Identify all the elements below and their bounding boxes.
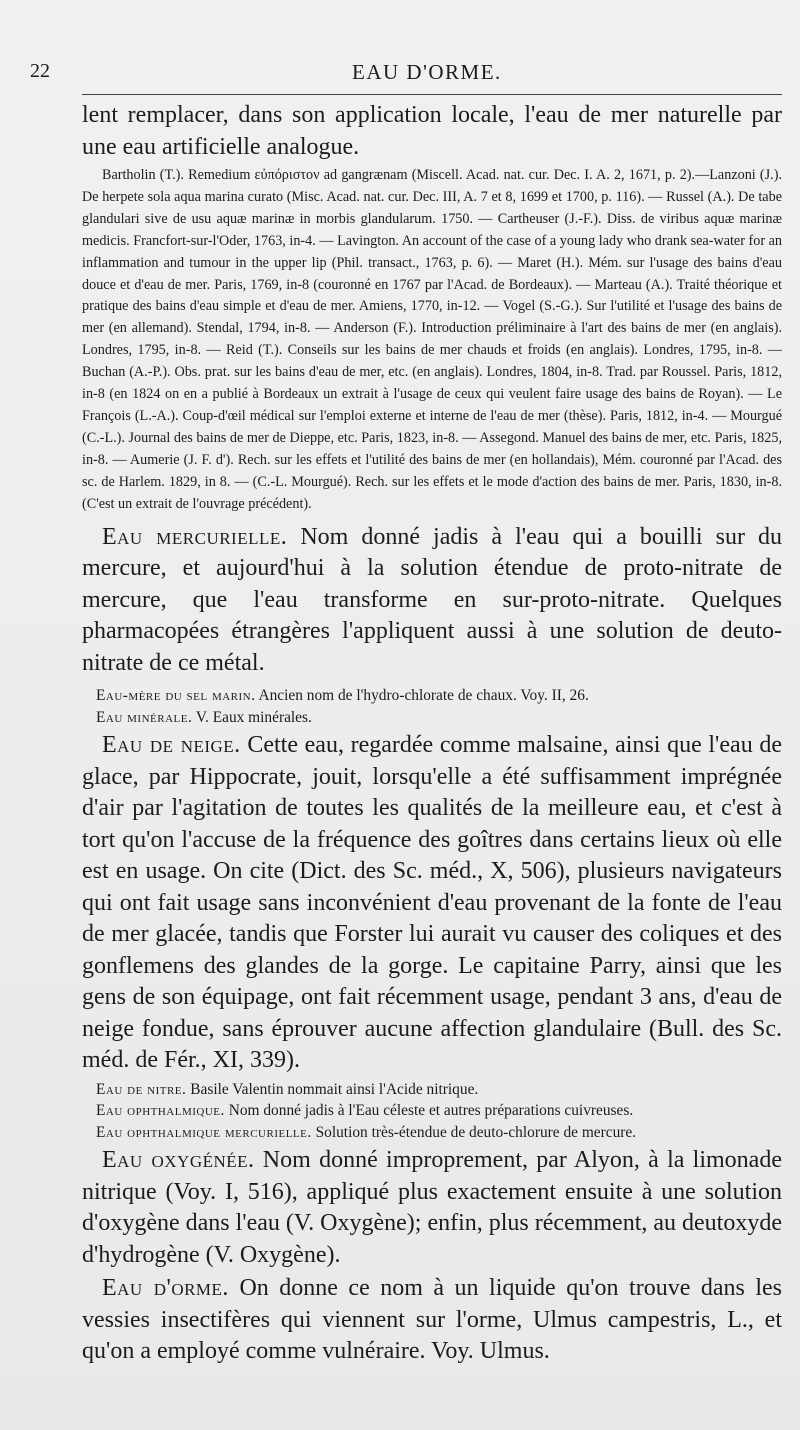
entry-text: V. Eaux minérales.: [192, 708, 312, 726]
entry-headword: Eau mercurielle.: [102, 523, 288, 550]
page-number: 22: [30, 60, 50, 82]
entry-text: Nom donné jadis à l'eau qui a bouilli sur du mercure, et aujourd'hui à la solution étendue de proto-nitrate de mercure, que l'eau transforme en sur-proto-nitrate. Quelques pharmacopées étrangères l'appliquent aussi à une solution de deuto-nitrate de ce métal.: [82, 523, 782, 676]
entry-headword: Eau de neige.: [102, 732, 241, 758]
entry-headword: Eau d'orme.: [102, 1275, 229, 1301]
entry-eau-mercurielle: [82, 522, 782, 680]
bibliography-paragraph: [82, 165, 782, 516]
entry-text: Nom donné jadis à l'Eau céleste et autres préparations cuivreuses.: [224, 1102, 634, 1119]
entry-eau-ophthalmique: [82, 1100, 782, 1122]
intro-text: lent remplacer, dans son application locale, l'eau de mer naturelle par une eau artificielle analogue.: [82, 102, 782, 160]
entry-eau-oxygenee: [82, 1145, 782, 1271]
entry-headword: Eau ophthalmique mercurielle.: [96, 1123, 312, 1141]
entry-eau-minerale: [82, 707, 782, 729]
entry-eau-d-orme: [82, 1273, 782, 1368]
entry-text: Ancien nom de l'hydro-chlorate de chaux. Voy. II, 26.: [255, 687, 589, 704]
entry-text: On donne ce nom à un liquide qu'on trouve dans les vessies insectifères qui viennent sur l'orme, Ulmus campestris, L., et qu'on a employé comme vulnéraire. Voy. Ulmus.: [82, 1275, 782, 1364]
entry-headword: Eau oxygénée.: [102, 1147, 255, 1173]
page-header: [30, 56, 782, 96]
entry-text: Basile Valentin nommait ainsi l'Acide nitrique.: [186, 1080, 479, 1098]
entry-eau-de-neige: [82, 730, 782, 1077]
intro-paragraph: [82, 100, 782, 163]
entry-headword: Eau minérale.: [96, 708, 193, 726]
entry-text: Cette eau, regardée comme malsaine, ainsi que l'eau de glace, par Hippocrate, jouit, lorsqu'elle a été suffisamment imprégnée d'air par l'agitation de toutes les qualités de la meilleure eau, et c'est à tort qu'on l'accuse de la fréquence des goîtres dans certains lieux où elle est en usage. On cite (Dict. des Sc. méd., X, 506), plusieurs navigateurs qui ont fait usage sans inconvénient d'eau provenant de la fonte de l'eau de mer glacée, tandis que Forster lui aurait vu causer des coliques et des gonflemens des glandes de la gorge. Le capitaine Parry, ainsi que les gens de son équipage, ont fait récemment usage, pendant 3 ans, d'eau de neige fondue, sans éprouver aucune affection glandulaire (Bull. des Sc. méd. de Fér., XI, 339).: [82, 732, 782, 1073]
entry-headword: Eau ophthalmique.: [96, 1102, 225, 1119]
entry-headword: Eau-mère du sel marin.: [96, 687, 256, 704]
bibliography-text: Bartholin (T.). Remedium εὐπόριστον ad gangrænam (Miscell. Acad. nat. cur. Dec. I. A. 2, 1671, p. 2).—Lanzoni (J.). De herpete sola aqua marina curato (Misc. Acad. nat. cur. Dec. III, A. 7 et 8, 1699 et 1700, p. 116). — Russel (A.). De tabe glandulari sive de usu aquæ marinæ in morbis glandularum. 1750. — Cartheuser (J.-F.). Diss. de viribus aquæ marinæ medicis. Francfort-sur-l'Oder, 1763, in-4. — Lavington. An account of the case of a young lady who drank sea-water for an inflammation and tumour in the upper lip (Phil. transact., 1763, p. 6). — Maret (H.). Mém. sur l'usage des bains d'eau douce et d'eau de mer. Paris, 1769, in-8 (couronné en 1767 par l'Acad. de Bordeaux). — Marteau (A.). Traité théorique et pratique des bains d'eau simple et d'eau de mer. Amiens, 1770, in-12. — Vogel (S.-G.). Sur l'utilité et l'usage des bains de mer (en allemand). Stendal, 1794, in-8. — Anderson (F.). Introduction préliminaire à l'art des bains de mer (en anglais). Londres, 1795, in-8. — Reid (T.). Conseils sur les bains de mer chauds et froids (en anglais). Londres, 1795, in-8. — Buchan (A.-P.). Obs. prat. sur les bains d'eau de mer, etc. (en anglais). Londres, 1804, in-8. Trad. par Roussel. Paris, 1812, in-8 (en 1824 on en a publié à Bordeaux un extrait à l'usage de ceux qui veulent faire usage des bains de Royan). — Le François (L.-A.). Coup-d'œil médical sur l'emploi externe et interne de l'eau de mer (thèse). Paris, 1812, in-4. — Mourgué (C.-L.). Journal des bains de mer de Dieppe, etc. Paris, 1823, in-8. — Assegond. Manuel des bains de mer, etc. Paris, 1825, in-8. — Aumerie (J. F. d'). Rech. sur les effets et l'utilité des bains de mer (en hollandais), Mém. couronné par l'Acad. des sc. de Harlem. 1829, in 8. — (C.-L. Mourgué). Rech. sur les effets et le mode d'action des bains de mer. Paris, 1830, in-8. (C'est un extrait de l'ouvrage précédent).: [82, 167, 782, 512]
running-head: EAU D'ORME.: [352, 60, 502, 84]
entry-headword: Eau de nitre.: [96, 1080, 187, 1098]
entry-eau-mere-du-sel-marin: [82, 685, 782, 707]
entry-text: Solution très-étendue de deuto-chlorure de mercure.: [311, 1123, 637, 1141]
header-rule: [82, 94, 782, 95]
entry-eau-de-nitre: [82, 1079, 782, 1101]
entry-eau-ophthalmique-mercurielle: [82, 1122, 782, 1144]
entry-text: Nom donné improprement, par Alyon, à la limonade nitrique (Voy. I, 516), appliqué plus exactement ensuite à une solution d'oxygène dans l'eau (V. Oxygène); enfin, plus récemment, au deutoxyde d'hydrogène (V. Oxygène).: [82, 1147, 782, 1268]
